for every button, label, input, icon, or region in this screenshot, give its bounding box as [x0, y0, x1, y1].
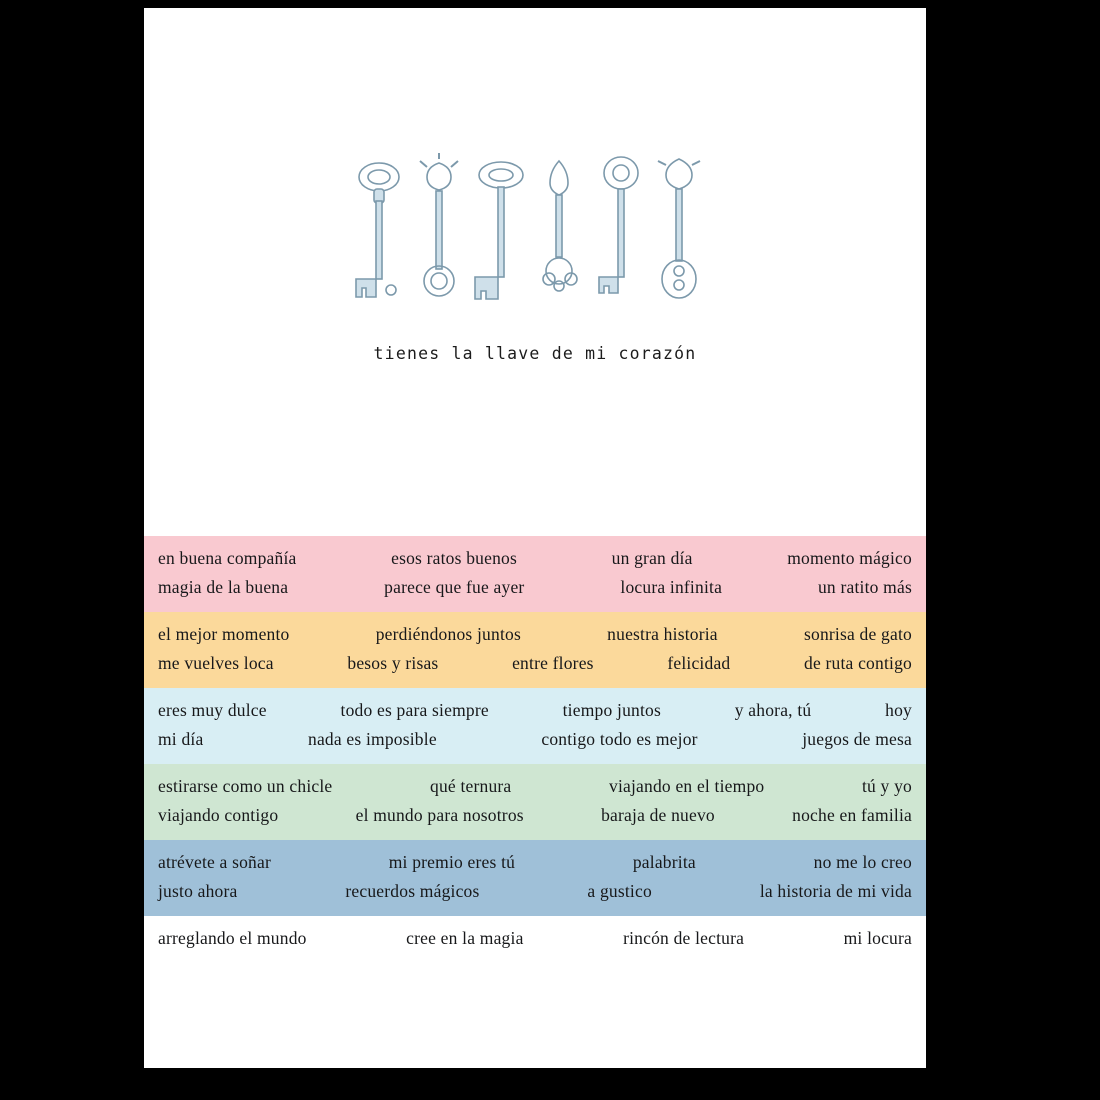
phrase-chip[interactable]: mi premio eres tú	[388, 852, 516, 872]
phrase-chip[interactable]: rincón de lectura	[623, 928, 745, 948]
band-row	[158, 848, 912, 877]
phrase-chip[interactable]: besos y risas	[347, 653, 439, 673]
phrase-chip[interactable]: mi día	[158, 729, 204, 749]
phrase-chip[interactable]: sonrisa de gato	[803, 624, 912, 644]
phrase-chip[interactable]: noche en familia	[792, 805, 912, 825]
band-steel-blue	[144, 840, 926, 916]
band-row	[158, 725, 912, 754]
phrase-chip[interactable]: el mundo para nosotros	[355, 805, 524, 825]
band-row	[158, 573, 912, 602]
band-row	[158, 924, 912, 953]
phrase-chip[interactable]: baraja de nuevo	[601, 805, 715, 825]
poster-tagline: tienes la llave de mi corazón	[373, 344, 697, 363]
phrase-chip[interactable]: juegos de mesa	[802, 729, 912, 749]
phrase-chip[interactable]: hoy	[885, 700, 912, 720]
phrase-chip[interactable]: atrévete a soñar	[158, 852, 271, 872]
phrase-chip[interactable]: en buena compañía	[158, 548, 297, 568]
phrase-chip[interactable]: entre flores	[512, 653, 594, 673]
poster-sheet	[144, 8, 926, 1068]
phrase-chip[interactable]: perdiéndonos juntos	[375, 624, 521, 644]
phrase-chip[interactable]: esos ratos buenos	[391, 548, 517, 568]
phrase-chip[interactable]: viajando en el tiempo	[609, 776, 765, 796]
band-row	[158, 696, 912, 725]
phrase-chip[interactable]: locura infinita	[620, 577, 723, 597]
phrase-chip[interactable]: tú y yo	[861, 776, 912, 796]
band-row	[158, 801, 912, 830]
phrase-chip[interactable]: mi locura	[843, 928, 912, 948]
keys-icon	[335, 153, 735, 333]
phrase-chip[interactable]: me vuelves loca	[158, 653, 274, 673]
keys-illustration	[335, 153, 735, 333]
phrase-chip[interactable]: un ratito más	[817, 577, 912, 597]
phrase-chip[interactable]: tiempo juntos	[562, 700, 661, 720]
phrase-chip[interactable]: un gran día	[611, 548, 693, 568]
phrase-chip[interactable]: magia de la buena	[158, 577, 289, 597]
band-pink	[144, 536, 926, 612]
phrase-chip[interactable]: qué ternura	[430, 776, 512, 796]
phrase-chip[interactable]: nuestra historia	[607, 624, 718, 644]
band-light-blue	[144, 688, 926, 764]
phrase-chip[interactable]: cree en la magia	[406, 928, 524, 948]
phrase-chip[interactable]: arreglando el mundo	[158, 928, 307, 948]
phrase-chip[interactable]: el mejor momento	[158, 624, 290, 644]
phrase-chip[interactable]: justo ahora	[158, 881, 238, 901]
band-row	[158, 877, 912, 906]
phrase-chip[interactable]: momento mágico	[787, 548, 912, 568]
phrase-chip[interactable]: palabrita	[632, 852, 696, 872]
phrase-chip[interactable]: de ruta contigo	[804, 653, 912, 673]
band-white	[144, 916, 926, 963]
phrase-chip[interactable]: no me lo creo	[813, 852, 912, 872]
phrase-chip[interactable]: contigo todo es mejor	[541, 729, 698, 749]
phrase-chip[interactable]: estirarse como un chicle	[158, 776, 333, 796]
band-row	[158, 620, 912, 649]
phrase-chip[interactable]: eres muy dulce	[158, 700, 267, 720]
phrase-chip[interactable]: a gustico	[587, 881, 652, 901]
phrase-chip[interactable]: recuerdos mágicos	[345, 881, 480, 901]
phrase-chip[interactable]: parece que fue ayer	[384, 577, 525, 597]
sticker-bands	[144, 536, 926, 963]
phrase-chip[interactable]: felicidad	[667, 653, 731, 673]
band-row	[158, 772, 912, 801]
phrase-chip[interactable]: y ahora, tú	[734, 700, 812, 720]
band-row	[158, 544, 912, 573]
band-row	[158, 649, 912, 678]
phrase-chip[interactable]: viajando contigo	[158, 805, 279, 825]
phrase-chip[interactable]: la historia de mi vida	[759, 881, 912, 901]
phrase-chip[interactable]: todo es para siempre	[340, 700, 489, 720]
illustration-area	[144, 8, 926, 528]
band-green	[144, 764, 926, 840]
band-yellow	[144, 612, 926, 688]
phrase-chip[interactable]: nada es imposible	[308, 729, 437, 749]
